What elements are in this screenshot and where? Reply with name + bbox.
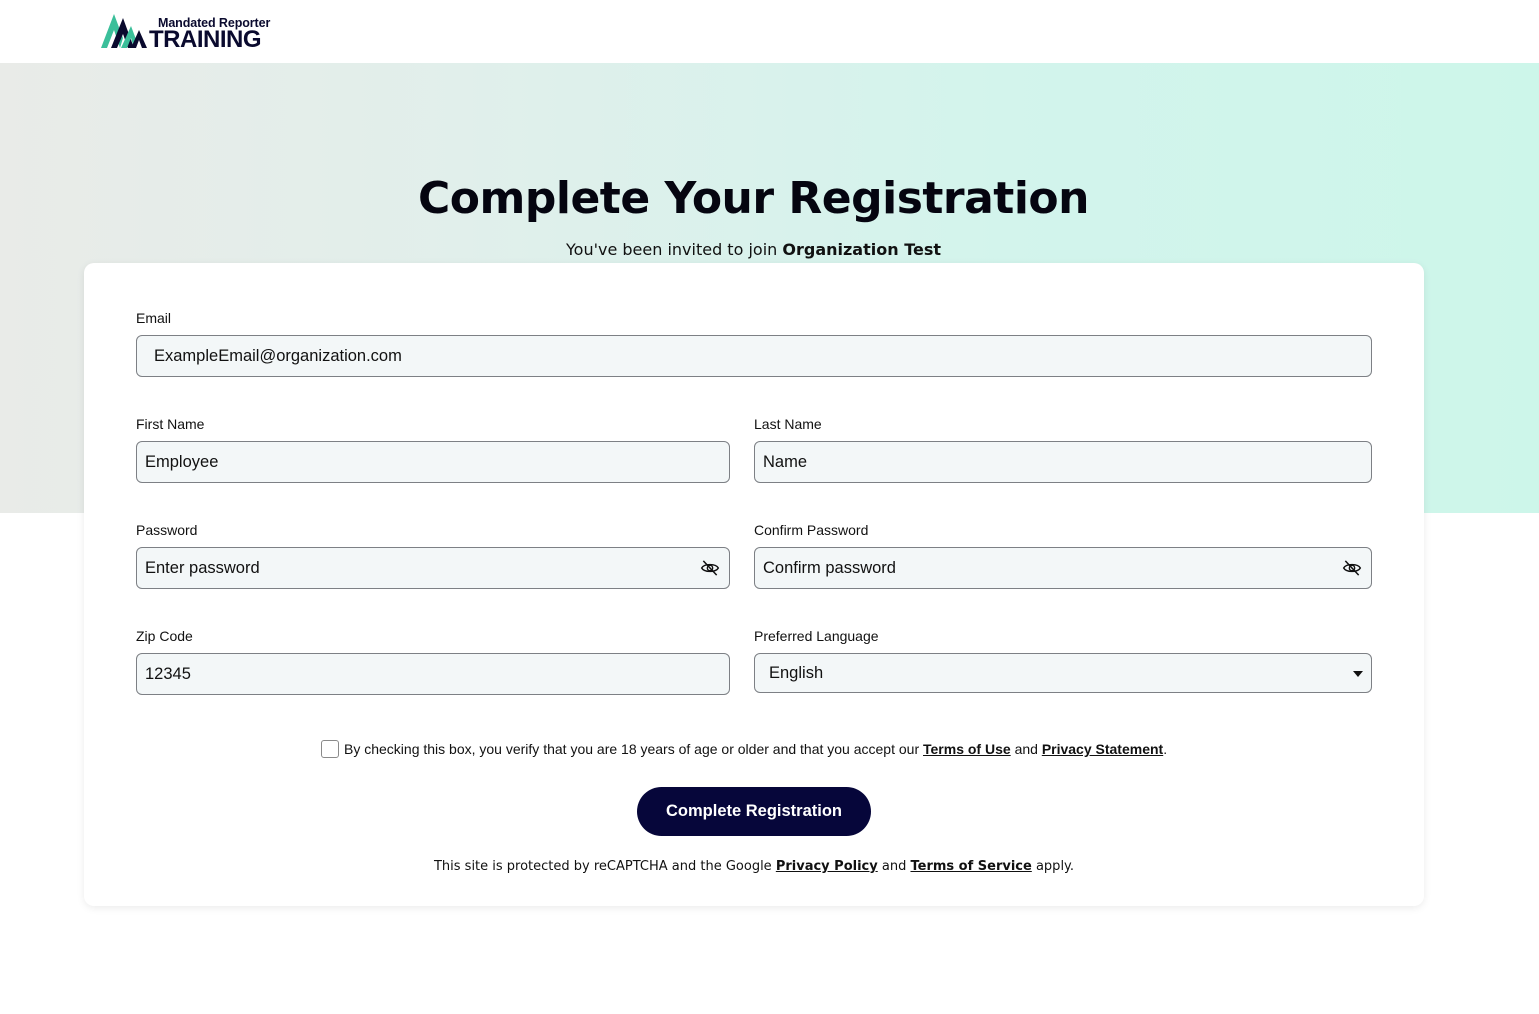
eye-off-icon[interactable] — [700, 558, 720, 578]
brand-subtitle: Mandated Reporter — [158, 16, 271, 30]
consent-row — [321, 739, 1167, 759]
consent-suffix: . — [1163, 741, 1168, 757]
recaptcha-prefix: This site is protected by reCAPTCHA and the Google — [433, 859, 772, 874]
consent-and: and — [1014, 741, 1038, 757]
invite-message — [0, 240, 1507, 259]
registration-card — [84, 263, 1424, 906]
page-title: Complete Your Registration — [418, 173, 1089, 224]
email-field[interactable] — [136, 335, 1372, 377]
top-bar — [0, 0, 1539, 63]
invite-prefix: You've been invited to join — [566, 240, 778, 259]
zip-code-label: Zip Code — [136, 628, 193, 644]
preferred-language-label: Preferred Language — [754, 628, 879, 644]
preferred-language-select[interactable] — [754, 653, 1372, 693]
password-label: Password — [136, 522, 198, 538]
eye-off-icon[interactable] — [1342, 558, 1362, 578]
email-label: Email — [136, 310, 172, 326]
confirm-password-placeholder: Confirm password — [763, 558, 896, 577]
first-name-field[interactable] — [136, 441, 730, 483]
zip-code-field[interactable] — [136, 653, 730, 695]
first-name-label: First Name — [136, 416, 205, 432]
brand-title: TRAINING — [149, 26, 261, 53]
first-name-value: Employee — [145, 452, 219, 471]
last-name-field[interactable] — [754, 441, 1372, 483]
recaptcha-notice — [84, 859, 1424, 874]
consent-checkbox[interactable] — [321, 740, 339, 758]
consent-text: By checking this box, you verify that you are 18 years of age or older and that you accept our — [344, 741, 920, 757]
preferred-language-value: English — [769, 663, 824, 682]
last-name-value: Name — [763, 452, 808, 471]
google-privacy-policy-link[interactable]: Privacy Policy — [775, 859, 878, 874]
complete-registration-button[interactable]: Complete Registration — [637, 787, 871, 836]
recaptcha-and: and — [881, 859, 907, 874]
email-value: ExampleEmail@organization.com — [154, 346, 402, 365]
confirm-password-field[interactable] — [754, 547, 1372, 589]
brand-logo[interactable] — [101, 12, 276, 53]
password-placeholder: Enter password — [145, 558, 260, 577]
password-field[interactable] — [136, 547, 730, 589]
privacy-statement-link[interactable]: Privacy Statement — [1041, 741, 1164, 757]
chevron-down-icon — [1353, 671, 1363, 677]
google-terms-of-service-link[interactable]: Terms of Service — [910, 859, 1032, 874]
recaptcha-suffix: apply. — [1035, 859, 1075, 874]
confirm-password-label: Confirm Password — [754, 522, 869, 538]
organization-name: Organization Test — [782, 240, 941, 259]
last-name-label: Last Name — [754, 416, 822, 432]
zip-code-value: 12345 — [145, 664, 191, 683]
terms-of-use-link[interactable]: Terms of Use — [923, 741, 1011, 757]
